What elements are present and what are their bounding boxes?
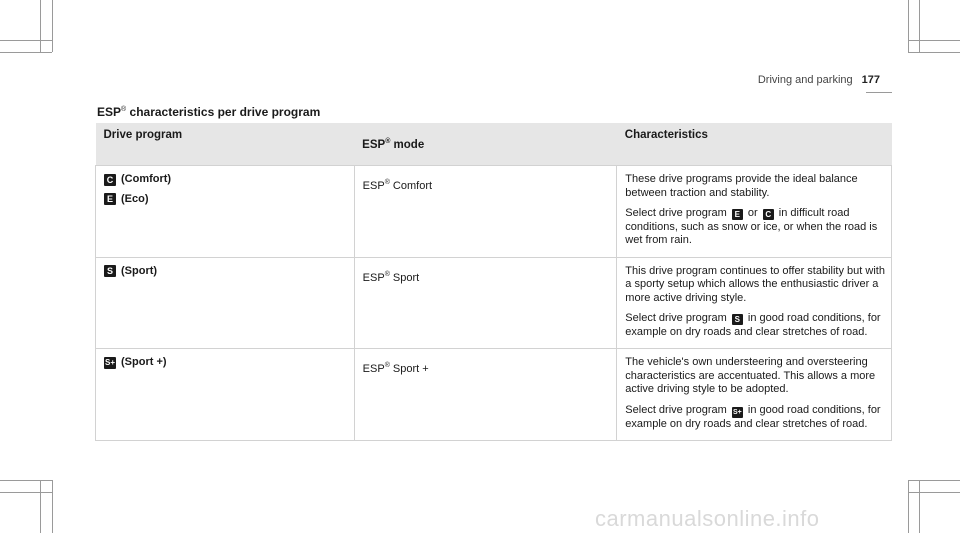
crop-mark <box>52 480 53 533</box>
crop-mark <box>908 480 909 533</box>
program-comfort: C (Comfort) <box>104 173 348 187</box>
crop-mark <box>0 52 52 53</box>
comfort-program-icon: C <box>104 174 116 186</box>
section-title: Driving and parking <box>757 74 853 86</box>
crop-mark <box>0 480 52 481</box>
sport-program-icon: S <box>104 265 116 277</box>
sport-program-icon: S <box>732 314 743 325</box>
crop-mark <box>0 40 52 41</box>
crop-mark <box>52 0 53 52</box>
sport-plus-program-icon: S+ <box>732 408 742 416</box>
crop-mark <box>40 0 41 52</box>
comfort-program-icon: C <box>763 209 774 220</box>
characteristics-cell: The vehicle's own understeering and oversteering characteristics are accentuated. This allows a more active driving style to be adopted. Select drive program S+ in good road conditions, for example on dry roads and clear stretches of road. <box>617 349 892 441</box>
col-header-characteristics: Characteristics <box>617 123 892 166</box>
eco-program-icon: E <box>104 193 116 205</box>
characteristics-cell: These drive programs provide the ideal balance between traction and stability. Select drive program E or C in difficult road conditions, such as snow or ice, or when the road is wet from rain. <box>617 166 892 258</box>
crop-mark <box>908 40 960 41</box>
watermark: carmanualsonline.info <box>595 506 820 531</box>
program-cell <box>96 349 355 441</box>
mode-cell: ESP® Sport + <box>354 349 617 441</box>
program-sport: S (Sport) <box>104 265 348 279</box>
table-row <box>96 166 892 258</box>
table-title: ESP® characteristics per drive program <box>97 105 321 119</box>
crop-mark <box>908 0 909 52</box>
esp-table <box>95 123 892 441</box>
table-row <box>96 257 892 349</box>
crop-mark <box>908 480 960 481</box>
crop-mark <box>0 492 52 493</box>
program-sport-plus: S+ (Sport +) <box>104 356 167 368</box>
running-header <box>758 74 880 86</box>
page-number: 177 <box>861 74 880 86</box>
crop-mark <box>908 52 960 53</box>
eco-program-icon: E <box>732 209 743 220</box>
program-eco: E (Eco) <box>104 193 348 207</box>
col-header-mode: ESP® mode <box>354 123 617 166</box>
col-header-program: Drive program <box>96 123 355 166</box>
crop-mark <box>919 0 920 52</box>
mode-cell: ESP® Comfort <box>354 166 617 258</box>
crop-mark <box>40 480 41 533</box>
header-rule <box>866 92 892 93</box>
characteristics-cell: This drive program continues to offer stability but with a sporty setup which allows the enthusiastic driver a more active driving style. Select drive program S in good road conditions, for example on dry roads and clear stretches of road. <box>617 257 892 349</box>
table-header-row <box>96 123 892 166</box>
program-cell <box>96 257 355 349</box>
mode-cell: ESP® Sport <box>354 257 617 349</box>
crop-mark <box>908 492 960 493</box>
table-row <box>96 349 892 441</box>
sport-plus-program-icon: S+ <box>104 357 115 367</box>
program-cell <box>96 166 355 258</box>
crop-mark <box>919 480 920 533</box>
